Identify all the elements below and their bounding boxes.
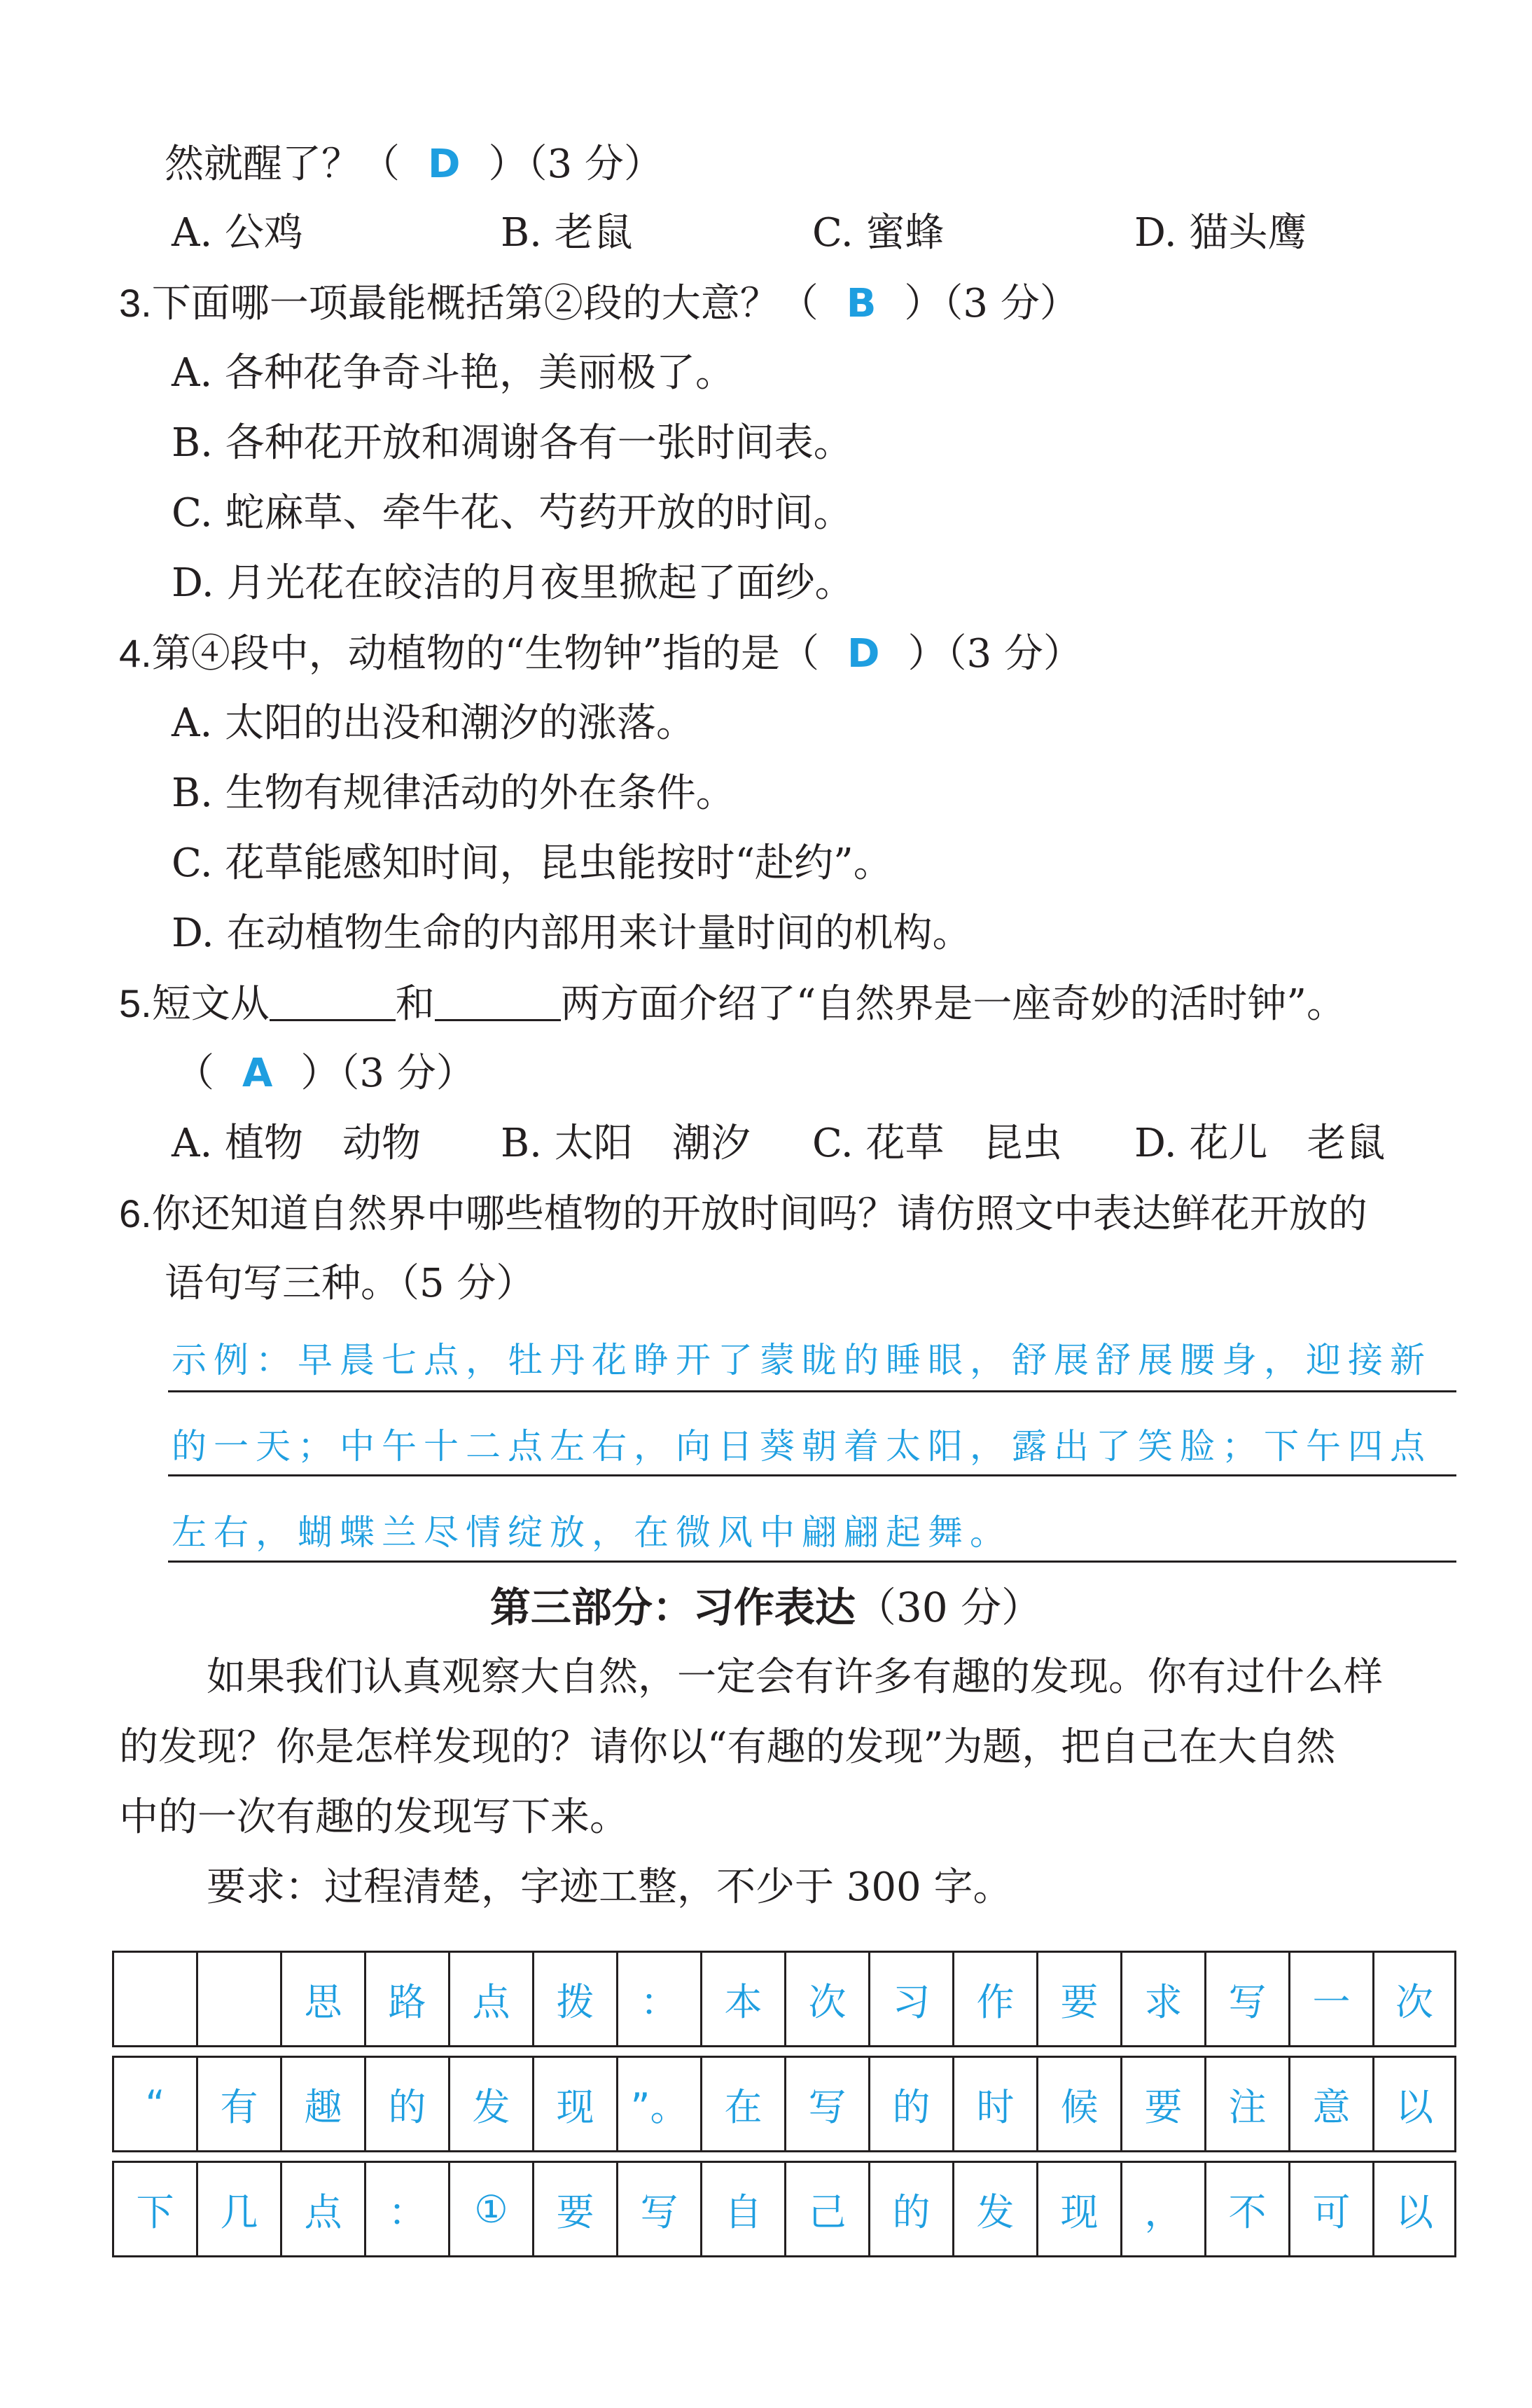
grid-cell: 一 bbox=[1288, 1953, 1372, 2045]
grid-cell: 要 bbox=[532, 2163, 616, 2255]
q3-option-b: B. 各种花开放和凋谢各有一张时间表。 bbox=[172, 420, 853, 466]
grid-cell: 下 bbox=[112, 2163, 196, 2255]
q4-option-b: B. 生物有规律活动的外在条件。 bbox=[172, 770, 735, 816]
grid-cell bbox=[112, 1953, 196, 2045]
grid-cell: 注 bbox=[1204, 2058, 1288, 2150]
grid-cell: 可 bbox=[1288, 2163, 1372, 2255]
answer-rule-2 bbox=[168, 1474, 1456, 1476]
grid-cell: 几 bbox=[196, 2163, 280, 2255]
grid-cell: ： bbox=[616, 1953, 700, 2045]
grid-cell: 次 bbox=[1372, 1953, 1456, 2045]
q3-option-c: C. 蛇麻草、牵牛花、芍药开放的时间。 bbox=[172, 490, 853, 536]
grid-cell: 的 bbox=[868, 2163, 952, 2255]
q6-answer-line-2: 的一天；中午十二点左右，向日葵朝着太阳，露出了笑脸；下午四点 bbox=[172, 1426, 1432, 1467]
q3-option-a: A. 各种花争奇斗艳，美丽极了。 bbox=[172, 350, 735, 396]
grid-cell: 路 bbox=[364, 1953, 448, 2045]
q4-number: 4. bbox=[119, 631, 152, 675]
grid-row bbox=[112, 2056, 1456, 2152]
q5-option-b: B. 太阳 潮汐 bbox=[501, 1121, 751, 1166]
grid-cell: 的 bbox=[868, 2058, 952, 2150]
grid-cell: 现 bbox=[532, 2058, 616, 2150]
grid-cell: 趣 bbox=[280, 2058, 364, 2150]
grid-cell: 意 bbox=[1288, 2058, 1372, 2150]
q5-answer: A bbox=[242, 1051, 273, 1096]
q3-answer: B bbox=[846, 281, 877, 326]
answer-rule-3 bbox=[168, 1561, 1456, 1563]
part3-para-line-1: 如果我们认真观察大自然，一定会有许多有趣的发现。你有过什么样 bbox=[207, 1654, 1383, 1700]
q6-answer-line-1: 示例：早晨七点，牡丹花睁开了蒙眬的睡眼，舒展舒展腰身，迎接新 bbox=[172, 1340, 1432, 1381]
grid-cell: 次 bbox=[784, 1953, 868, 2045]
q5-blank-2 bbox=[435, 983, 561, 1021]
grid-cell: ① bbox=[448, 2163, 532, 2255]
q2-option-c: C. 蜜蜂 bbox=[812, 210, 945, 256]
q4-option-c: C. 花草能感知时间，昆虫能按时“赴约”。 bbox=[172, 840, 893, 886]
grid-cell: 的 bbox=[364, 2058, 448, 2150]
grid-cell: 习 bbox=[868, 1953, 952, 2045]
grid-gap bbox=[112, 2152, 1456, 2161]
grid-cell bbox=[196, 1953, 280, 2045]
grid-cell: 在 bbox=[700, 2058, 784, 2150]
grid-cell: 点 bbox=[448, 1953, 532, 2045]
q6-number: 6. bbox=[119, 1191, 152, 1236]
q2-option-b: B. 老鼠 bbox=[501, 210, 633, 256]
q5-answer-line: （ A ）（3 分） bbox=[175, 1051, 475, 1096]
q5-number: 5. bbox=[119, 981, 152, 1025]
grid-cell: 发 bbox=[448, 2058, 532, 2150]
q4-answer: D bbox=[847, 631, 880, 677]
q4-option-d: D. 在动植物生命的内部用来计量时间的机构。 bbox=[172, 911, 972, 956]
grid-cell: ： bbox=[364, 2163, 448, 2255]
grid-cell: 作 bbox=[952, 1953, 1036, 2045]
grid-cell: 以 bbox=[1372, 2163, 1456, 2255]
grid-cell: 拨 bbox=[532, 1953, 616, 2045]
grid-cell: 自 bbox=[700, 2163, 784, 2255]
q5-stem-line: 5.短文从 和 两方面介绍了“自然界是一座奇妙的活时钟”。 bbox=[119, 981, 1346, 1027]
q3-option-d: D. 月光花在皎洁的月夜里掀起了面纱。 bbox=[172, 560, 854, 606]
grid-cell: 时 bbox=[952, 2058, 1036, 2150]
q3-stem-line: 3.下面哪一项最能概括第②段的大意？（ B ）（3 分） bbox=[119, 281, 1079, 326]
grid-cell: 己 bbox=[784, 2163, 868, 2255]
q5-option-c: C. 花草 昆虫 bbox=[812, 1121, 1062, 1166]
grid-gap bbox=[112, 2047, 1456, 2056]
grid-cell: 写 bbox=[784, 2058, 868, 2150]
q6-stem-line-1: 6.你还知道自然界中哪些植物的开放时间吗？请仿照文中表达鲜花开放的 bbox=[119, 1191, 1367, 1237]
grid-cell: 要 bbox=[1120, 2058, 1204, 2150]
grid-row bbox=[112, 2161, 1456, 2257]
grid-cell: 点 bbox=[280, 2163, 364, 2255]
part3-para-line-3: 中的一次有趣的发现写下来。 bbox=[119, 1794, 629, 1840]
grid-cell: 候 bbox=[1036, 2058, 1120, 2150]
q4-stem-line: 4.第④段中，动植物的“生物钟”指的是（ D ）（3 分） bbox=[119, 631, 1082, 677]
grid-cell: 写 bbox=[1204, 1953, 1288, 2045]
part3-para-line-2: 的发现？你是怎样发现的？请你以“有趣的发现”为题，把自己在大自然 bbox=[119, 1724, 1336, 1770]
q6-stem-line-2: 语句写三种。（5 分） bbox=[165, 1261, 536, 1306]
answer-rule-1 bbox=[168, 1390, 1456, 1392]
grid-cell: 思 bbox=[280, 1953, 364, 2045]
grid-cell: 以 bbox=[1372, 2058, 1456, 2150]
grid-row bbox=[112, 1951, 1456, 2047]
q4-option-a: A. 太阳的出没和潮汐的涨落。 bbox=[172, 700, 696, 746]
part3-heading: 第三部分：习作表达（30 分） bbox=[489, 1584, 1043, 1631]
q2-option-a: A. 公鸡 bbox=[172, 210, 304, 256]
q2-option-d: D. 猫头鹰 bbox=[1134, 210, 1307, 256]
grid-cell: “ bbox=[112, 2058, 196, 2150]
q3-number: 3. bbox=[119, 281, 152, 325]
grid-cell: 要 bbox=[1036, 1953, 1120, 2045]
grid-cell: 求 bbox=[1120, 1953, 1204, 2045]
grid-cell: 发 bbox=[952, 2163, 1036, 2255]
q2-stem-line: 然就醒了？（ D ）（3 分） bbox=[165, 141, 663, 187]
q2-answer: D bbox=[428, 141, 461, 187]
composition-grid bbox=[112, 1951, 1456, 2257]
q5-blank-1 bbox=[270, 983, 396, 1021]
grid-cell: 本 bbox=[700, 1953, 784, 2045]
part3-requirement: 要求：过程清楚，字迹工整，不少于 300 字。 bbox=[207, 1864, 1012, 1910]
q6-answer-line-3: 左右，蝴蝶兰尽情绽放，在微风中翩翩起舞。 bbox=[172, 1512, 1012, 1553]
grid-cell: ， bbox=[1120, 2163, 1204, 2255]
q5-option-d: D. 花儿 老鼠 bbox=[1134, 1121, 1386, 1166]
grid-cell: 不 bbox=[1204, 2163, 1288, 2255]
grid-cell: 有 bbox=[196, 2058, 280, 2150]
q5-option-a: A. 植物 动物 bbox=[172, 1121, 422, 1166]
grid-cell: 现 bbox=[1036, 2163, 1120, 2255]
grid-cell: 写 bbox=[616, 2163, 700, 2255]
grid-cell: ”。 bbox=[616, 2058, 700, 2150]
